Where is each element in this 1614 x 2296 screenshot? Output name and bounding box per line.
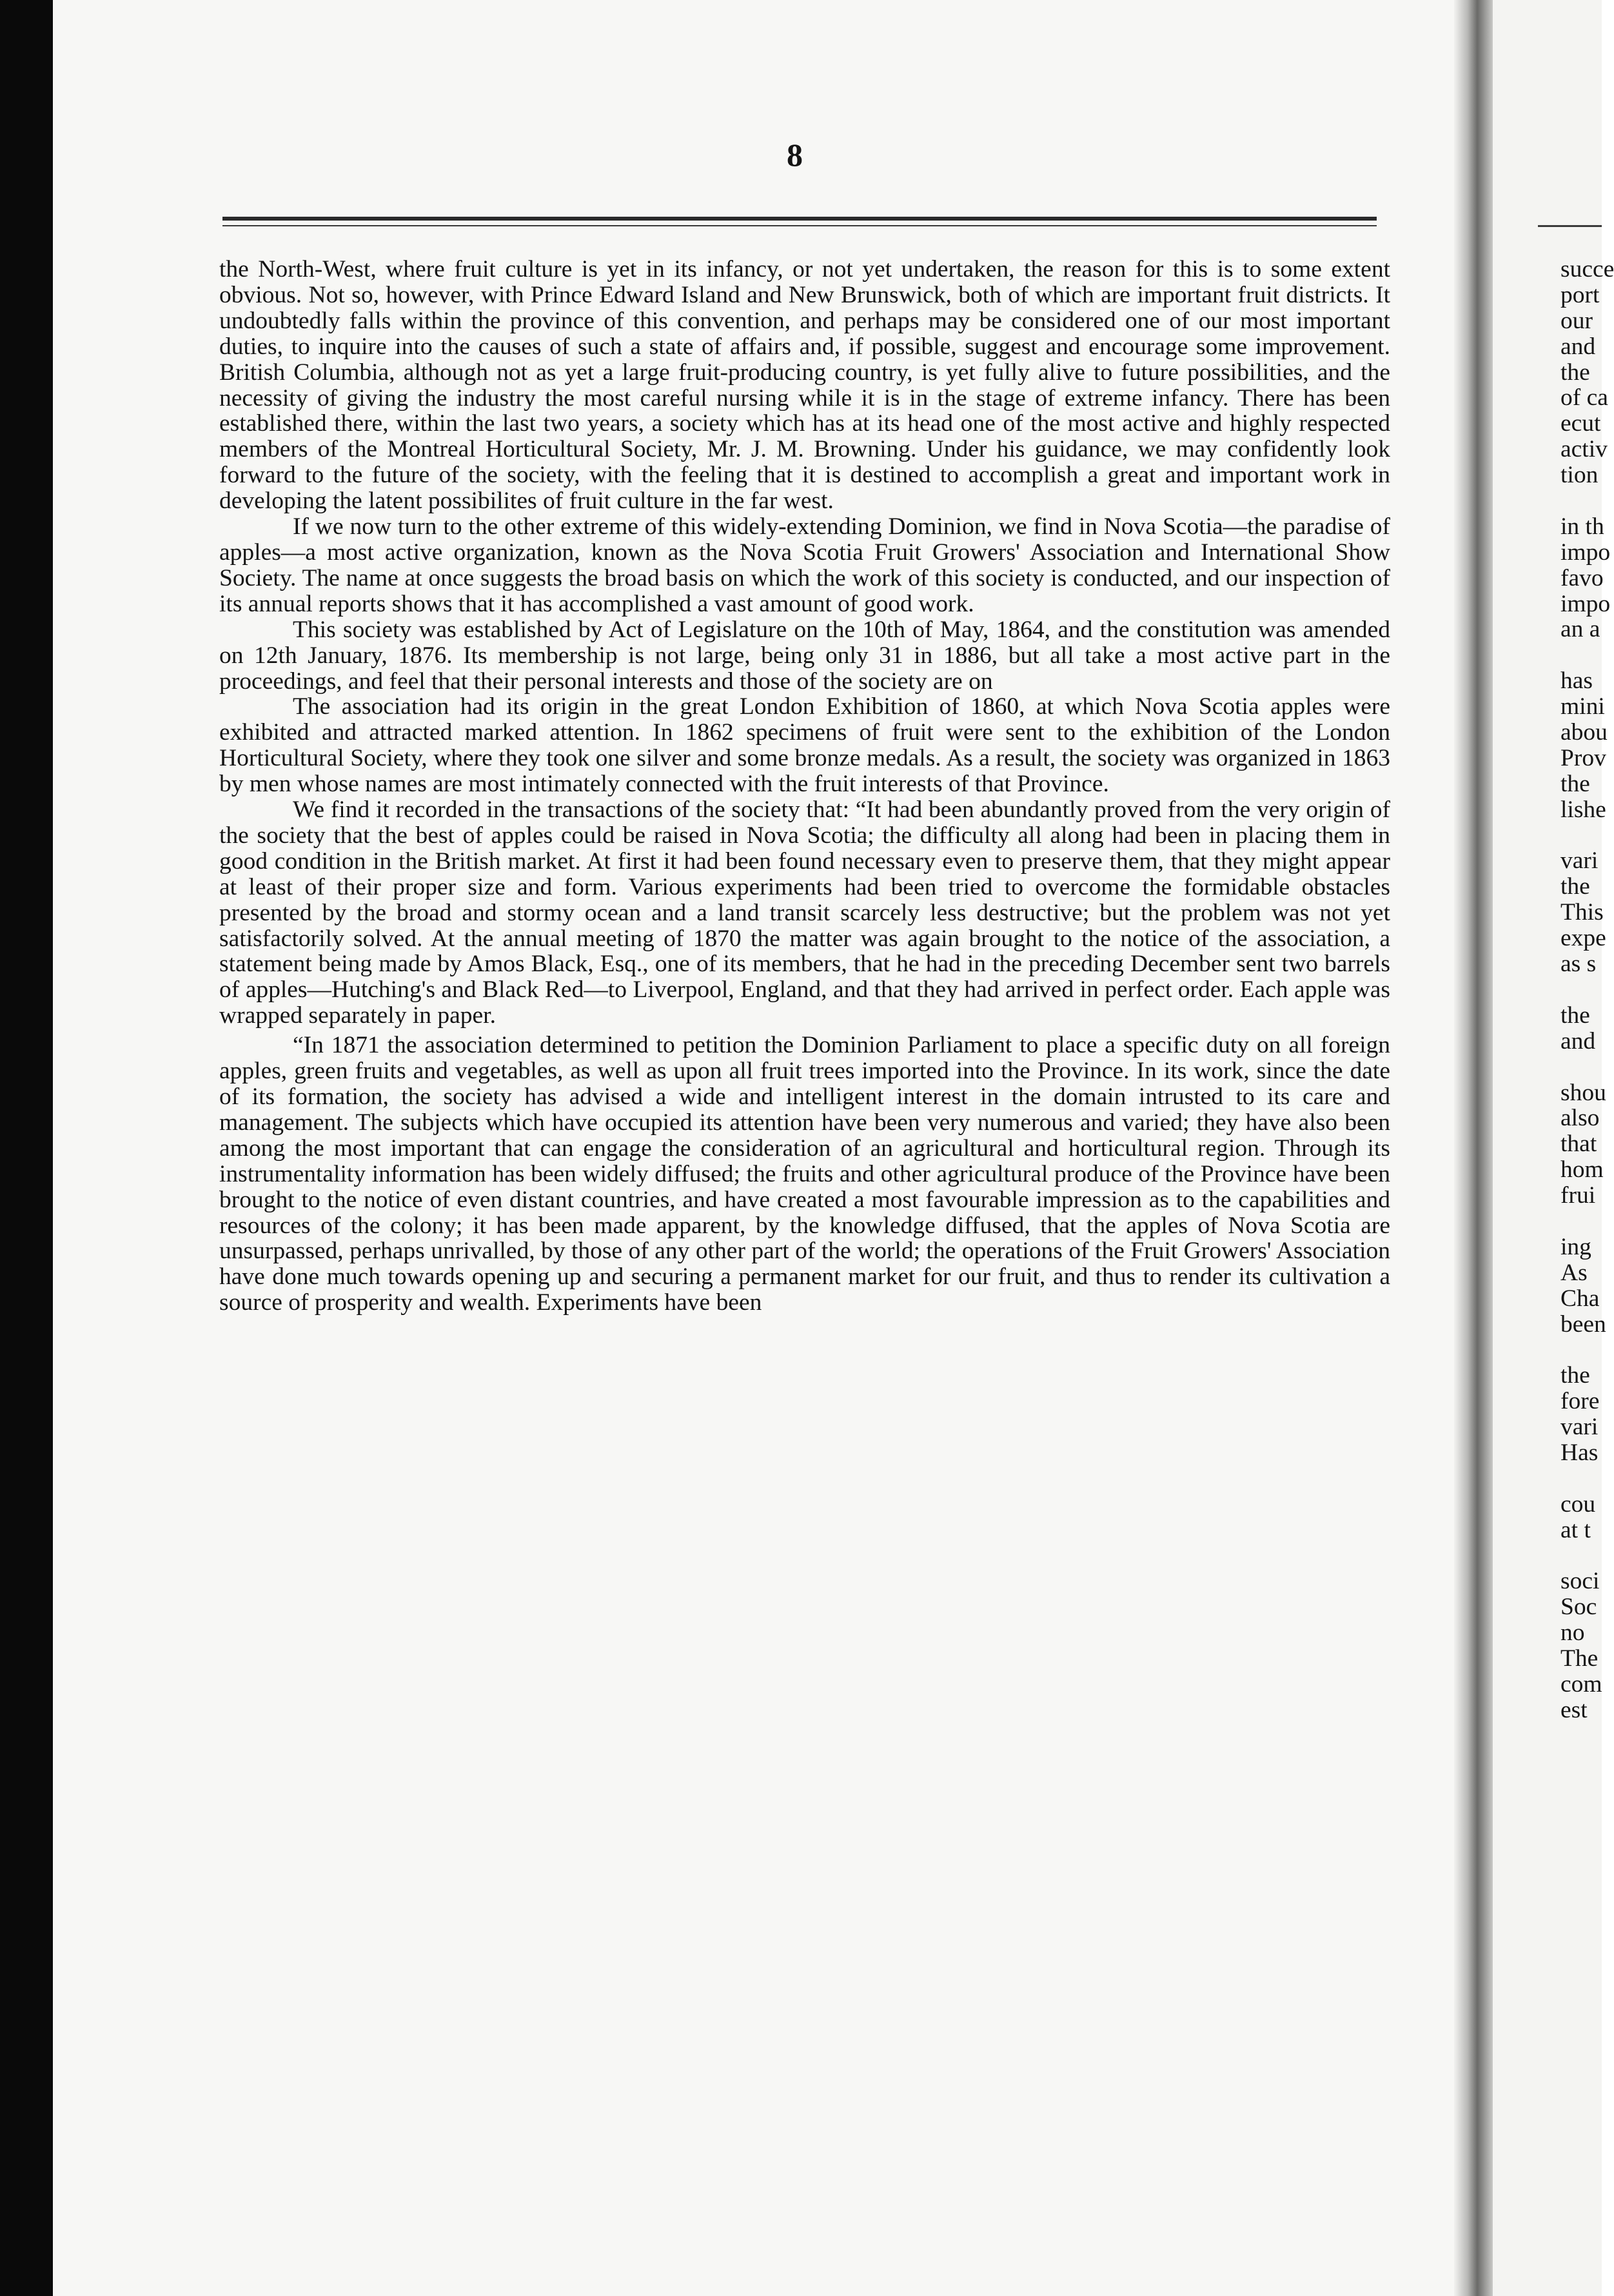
adjacent-page-word: vari [1560, 847, 1599, 875]
adjacent-page-word: vari [1560, 1414, 1599, 1441]
paragraph-1: the North-West, where fruit culture is yet in its infancy, or not yet undertaken, the reason for this is to some extent obvious. Not so, however, with Prince Edward Island and New Brunswick, both of which are important fruit districts. It undoubtedly falls within the province of this convention, and perhaps may be considered one of our most important duties, to inquire into the causes of such a state of affairs and, if possible, suggest and encourage some improvement. British Columbia, although not as yet a large fruit-producing country, is yet fully alive to future possibilities, and the necessity of giving the industry the most careful nursing while it is in the stage of extreme infancy. There has been established there, within the last two years, a society which has at its head one of the most active and highly respected members of the Montreal Horticultural Society, Mr. J. M. Browning. Under his guidance, we may confidently look forward to the future of the society, with the feeling that it is destined to accomplish a great and important work in developing the latent possibilites of fruit culture in the far west. [219, 256, 1390, 515]
adjacent-page-word: of ca [1560, 384, 1608, 411]
adjacent-page-word: favo [1560, 564, 1604, 591]
adjacent-page-word: in th [1560, 513, 1604, 540]
adjacent-page-word: This [1560, 899, 1604, 926]
adjacent-page-word: and [1560, 1027, 1596, 1054]
paragraph-6: “In 1871 the association determined to petition the Dominion Parliament to place a specific duty on all foreign apples, green fruits and vegetables, as well as upon all fruit trees imported into the Province. In its work, since the date of its formation, the society has advised a wide and intelligent interest in the domain intrusted to its care and management. The subjects which have occupied its attention have been very numerous and varied; they have also been among the most important that can engage the consideration of an agricultural and horticultural region. Through its instrumentality information has been widely diffused; the fruits and other agricultural produce of the Province have been brought to the notice of even distant countries, and have created a most favourable impression as to the capabilities and resources of the colony; it has been made apparent, by the knowledge diffused, that the apples of Nova Scotia are unsurpassed, perhaps unrivalled, by those of any other part of the world; the operations of the Fruit Growers' Association have done much towards opening up and securing a permanent market for our fruit, and thus to render its cultivation a source of prosperity and wealth. Experiments have been [219, 1032, 1390, 1316]
header-rule-thick [222, 217, 1377, 221]
adjacent-page-word: The [1560, 1645, 1599, 1672]
adjacent-page-fragments [1560, 257, 1614, 1723]
adjacent-page-word: impo [1560, 539, 1611, 566]
adjacent-page-word [1560, 1466, 1614, 1492]
adjacent-page-word: com [1560, 1670, 1602, 1697]
adjacent-page-word [1560, 1337, 1614, 1363]
adjacent-page-word: lishe [1560, 796, 1606, 823]
adjacent-page-word [1560, 1054, 1614, 1080]
adjacent-page-word: been [1560, 1311, 1606, 1338]
adjacent-page-word: ecut [1560, 410, 1601, 437]
adjacent-page-word: that [1560, 1131, 1597, 1158]
adjacent-page-word: tion [1560, 462, 1599, 489]
body-text [219, 257, 1390, 1316]
adjacent-page-word [1560, 488, 1614, 514]
adjacent-page-word [1560, 1209, 1614, 1234]
adjacent-page-word: As [1560, 1259, 1588, 1286]
paragraph-3: This society was established by Act of Legislature on the 10th of May, 1864, and the constitution was amended on 12th January, 1876. Its membership is not large, being only 31 in 1886, but all take a most active part in the proceedings, and feel that their personal interests and those of the society are on [219, 616, 1390, 695]
adjacent-page-word [1560, 642, 1614, 668]
adjacent-page-rule [1538, 225, 1602, 227]
adjacent-page-word: mini [1560, 693, 1605, 720]
adjacent-page-word: the [1560, 1002, 1590, 1029]
paragraph-2: If we now turn to the other extreme of this widely-extending Dominion, we find in Nova Scotia—the paradise of apples—a most active organization, known as the Nova Scotia Fruit Growers' Association and International Show Society. The name at once suggests the broad basis on which the work of this society is conducted, and our inspection of its annual reports shows that it has accomplished a vast amount of good work. [219, 513, 1390, 617]
adjacent-page-word: Cha [1560, 1285, 1600, 1312]
adjacent-page-word: our [1560, 307, 1593, 334]
adjacent-page-word: an a [1560, 616, 1600, 643]
adjacent-page-word: soci [1560, 1568, 1600, 1595]
adjacent-page-word: est [1560, 1696, 1588, 1723]
page-number: 8 [787, 137, 803, 173]
adjacent-page-word: impo [1560, 590, 1611, 617]
adjacent-page-word [1560, 977, 1614, 1003]
paragraph-5: We find it recorded in the transactions of the society that: “It had been abundantly proved from the very origin of the society that the best of apples could be raised in Nova Scotia; the difficulty all along had been in placing them in good condition in the British market. At first it had been found necessary even to preserve them, that they might appear at least of their proper size and form. Various experiments had been tried to overcome the formidable obstacles presented by the broad and stormy ocean and a land transit scarcely less destructive; but the problem was not yet satisfactorily solved. At the annual meeting of 1870 the matter was again brought to the notice of the association, a statement being made by Amos Black, Esq., one of its members, that he had in the preceding December sent two barrels of apples—Hutching's and Black Red—to Liverpool, England, and that they had arrived in perfect order. Each apple was wrapped separately in paper. [219, 797, 1390, 1029]
adjacent-page-word: also [1560, 1105, 1600, 1132]
adjacent-page-word: abou [1560, 719, 1608, 746]
adjacent-page-word: activ [1560, 436, 1608, 463]
adjacent-page-word: shou [1560, 1079, 1606, 1106]
adjacent-page-word: cou [1560, 1490, 1596, 1518]
adjacent-page-word: ing [1560, 1233, 1591, 1260]
adjacent-page-word: at t [1560, 1516, 1591, 1543]
adjacent-page-word: the [1560, 873, 1590, 900]
adjacent-page-word: as s [1560, 951, 1597, 978]
adjacent-page-word: has [1560, 668, 1593, 695]
adjacent-page-word: and [1560, 333, 1596, 360]
adjacent-page-word: expe [1560, 925, 1606, 952]
adjacent-page-word: Soc [1560, 1594, 1597, 1621]
adjacent-page-word [1560, 1543, 1614, 1569]
adjacent-page-word: frui [1560, 1182, 1596, 1209]
adjacent-page-word: succe [1560, 256, 1614, 282]
book-gutter [1454, 0, 1493, 2296]
adjacent-page-word: the [1560, 770, 1590, 797]
adjacent-page-word: the [1560, 1362, 1590, 1389]
header-rule-thin [222, 225, 1377, 226]
adjacent-page-word: port [1560, 281, 1600, 308]
adjacent-page-word [1560, 823, 1614, 849]
adjacent-page-word: fore [1560, 1388, 1600, 1415]
adjacent-page-word: Prov [1560, 744, 1606, 771]
adjacent-page-word: the [1560, 359, 1590, 386]
adjacent-page-word: no [1560, 1619, 1585, 1647]
adjacent-page-word: hom [1560, 1156, 1604, 1183]
paragraph-4: The association had its origin in the great London Exhibition of 1860, at which Nova Scotia apples were exhibited and attracted marked attention. In 1862 specimens of fruit were sent to the exhibition of the London Horticultural Society, where they took one silver and some bronze medals. As a result, the society was organized in 1863 by men whose names are most intimately connected with the fruit interests of that Province. [219, 693, 1390, 798]
adjacent-page-word: Has [1560, 1439, 1599, 1466]
